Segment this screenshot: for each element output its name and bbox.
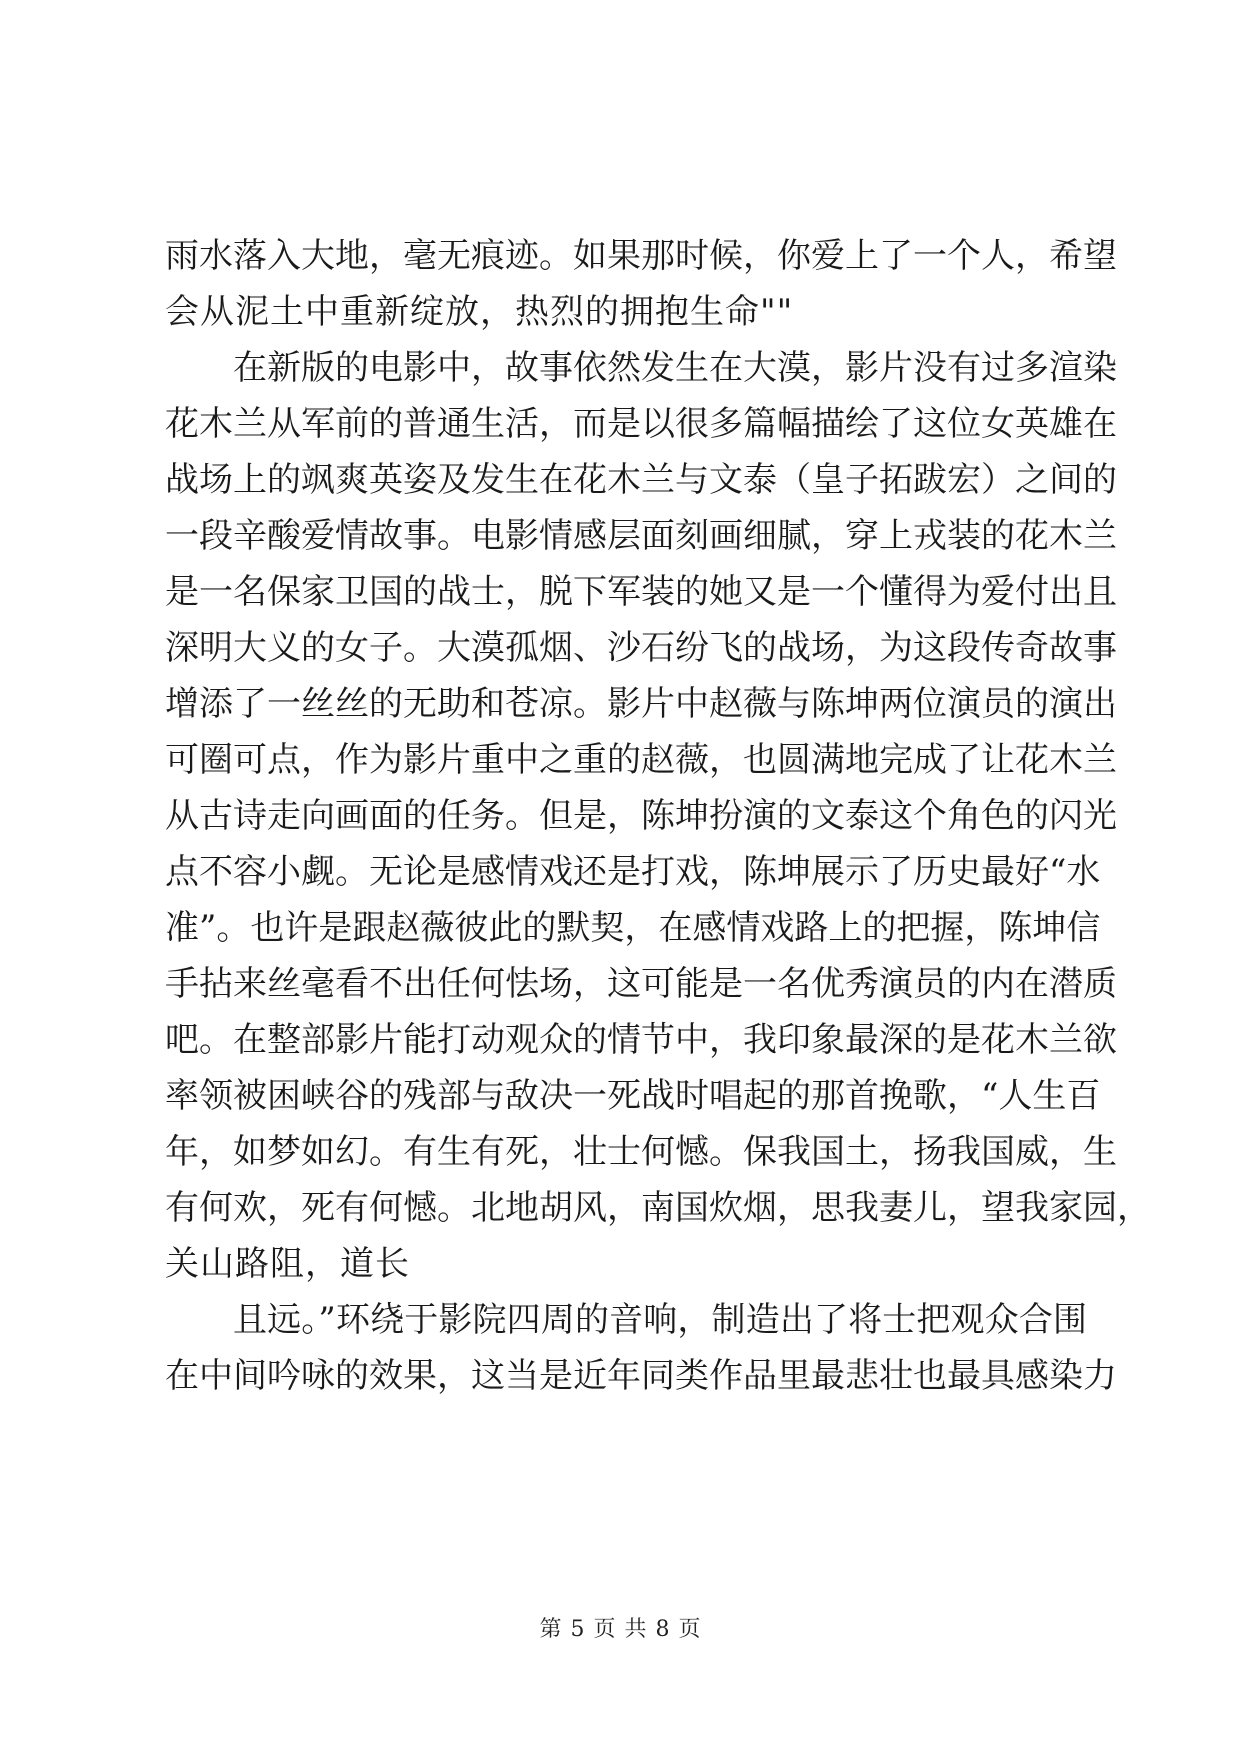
text-line: 深明大义的女子。大漠孤烟、沙石纷飞的战场，为这段传奇故事 [165, 628, 1117, 668]
text-line: 可圈可点，作为影片重中之重的赵薇，也圆满地完成了让花木兰 [165, 740, 1117, 780]
paragraph-start-line: 在新版的电影中，故事依然发生在大漠，影片没有过多渲染 [233, 348, 1117, 388]
page-number-footer: 第 5 页 共 8 页 [539, 1617, 702, 1642]
text-line: 战场上的飒爽英姿及发生在花木兰与文泰（皇子拓跋宏）之间的 [165, 460, 1117, 500]
text-line: 会从泥土中重新绽放，热烈的拥抱生命"" [165, 292, 794, 332]
text-line: 花木兰从军前的普通生活，而是以很多篇幅描绘了这位女英雄在 [165, 404, 1117, 444]
text-line: 吧。在整部影片能打动观众的情节中，我印象最深的是花木兰欲 [165, 1020, 1117, 1060]
body-text [165, 228, 1151, 1404]
text-line: 点不容小觑。无论是感情戏还是打戏，陈坤展示了历史最好“水 [165, 852, 1101, 892]
text-line: 准”。也许是跟赵薇彼此的默契，在感情戏路上的把握，陈坤信 [165, 908, 1101, 948]
text-line: 年，如梦如幻。有生有死，壮士何憾。保我国土，扬我国威，生 [165, 1132, 1117, 1172]
text-line: 是一名保家卫国的战士，脱下军装的她又是一个懂得为爱付出且 [165, 572, 1117, 612]
paragraph-start-line: 且远。”环绕于影院四周的音响，制造出了将士把观众合围 [233, 1300, 1087, 1340]
text-line: 一段辛酸爱情故事。电影情感层面刻画细腻，穿上戎装的花木兰 [165, 516, 1117, 556]
text-line: 率领被困峡谷的残部与敌决一死战时唱起的那首挽歌，“人生百 [165, 1076, 1101, 1116]
text-line: 增添了一丝丝的无助和苍凉。影片中赵薇与陈坤两位演员的演出 [165, 684, 1117, 724]
text-line: 从古诗走向画面的任务。但是，陈坤扮演的文泰这个角色的闪光 [165, 796, 1117, 836]
text-line: 有何欢，死有何憾。北地胡风，南国炊烟，思我妻儿，望我家园， [165, 1188, 1151, 1228]
text-line: 关山路阻，道长 [165, 1244, 410, 1284]
text-line: 在中间吟咏的效果，这当是近年同类作品里最悲壮也最具感染力 [165, 1356, 1117, 1396]
text-line: 雨水落入大地，毫无痕迹。如果那时候，你爱上了一个人，希望 [165, 236, 1117, 276]
text-line: 手拈来丝毫看不出任何怯场，这可能是一名优秀演员的内在潜质 [165, 964, 1117, 1004]
